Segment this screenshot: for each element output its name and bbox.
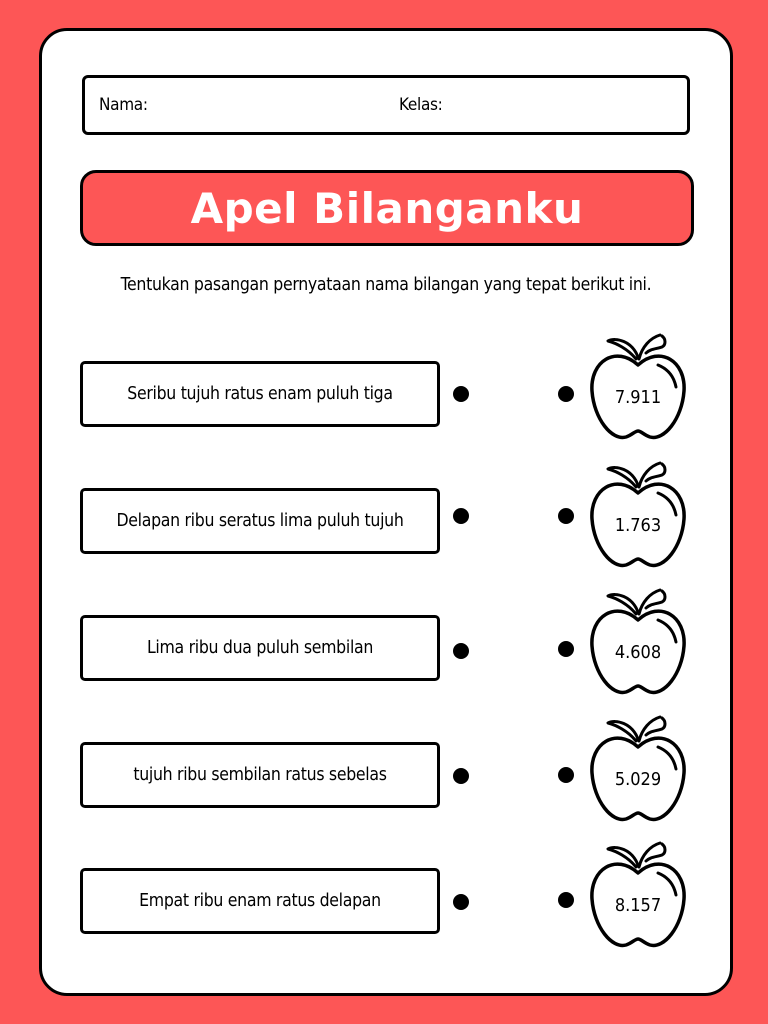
- right-connector-dot[interactable]: [558, 641, 574, 657]
- statement-box[interactable]: [80, 742, 440, 808]
- class-label: Kelas:: [399, 95, 443, 115]
- apple-number: 7.911: [614, 387, 662, 408]
- apple-number: 1.763: [614, 515, 662, 536]
- statement-box[interactable]: [80, 615, 440, 681]
- statement-text: Empat ribu enam ratus delapan: [139, 891, 381, 911]
- name-class-box: [82, 75, 690, 135]
- apple-icon: [588, 459, 698, 571]
- apple-icon: [588, 839, 698, 951]
- apple-icon: [588, 586, 698, 698]
- left-connector-dot[interactable]: [453, 508, 469, 524]
- statement-box[interactable]: [80, 868, 440, 934]
- right-connector-dot[interactable]: [558, 508, 574, 524]
- right-connector-dot[interactable]: [558, 892, 574, 908]
- statement-box[interactable]: [80, 488, 440, 554]
- left-connector-dot[interactable]: [453, 643, 469, 659]
- left-connector-dot[interactable]: [453, 894, 469, 910]
- apple-icon: [588, 331, 698, 443]
- statement-text: Seribu tujuh ratus enam puluh tiga: [127, 384, 393, 404]
- statement-box[interactable]: [80, 361, 440, 427]
- right-connector-dot[interactable]: [558, 767, 574, 783]
- instruction-text: Tentukan pasangan pernyataan nama bilangan yang tepat berikut ini.: [120, 275, 652, 295]
- statement-text: tujuh ribu sembilan ratus sebelas: [133, 765, 387, 785]
- apple-icon: [588, 713, 698, 825]
- title-banner: [80, 170, 694, 246]
- worksheet-page: [39, 28, 733, 996]
- worksheet-title: Apel Bilanganku: [190, 183, 584, 233]
- statement-text: Delapan ribu seratus lima puluh tujuh: [116, 511, 404, 531]
- left-connector-dot[interactable]: [453, 768, 469, 784]
- left-connector-dot[interactable]: [453, 386, 469, 402]
- apple-number: 4.608: [614, 642, 662, 663]
- name-label: Nama:: [99, 95, 148, 115]
- statement-text: Lima ribu dua puluh sembilan: [146, 638, 374, 658]
- apple-number: 5.029: [614, 769, 662, 790]
- apple-number: 8.157: [614, 895, 662, 916]
- right-connector-dot[interactable]: [558, 386, 574, 402]
